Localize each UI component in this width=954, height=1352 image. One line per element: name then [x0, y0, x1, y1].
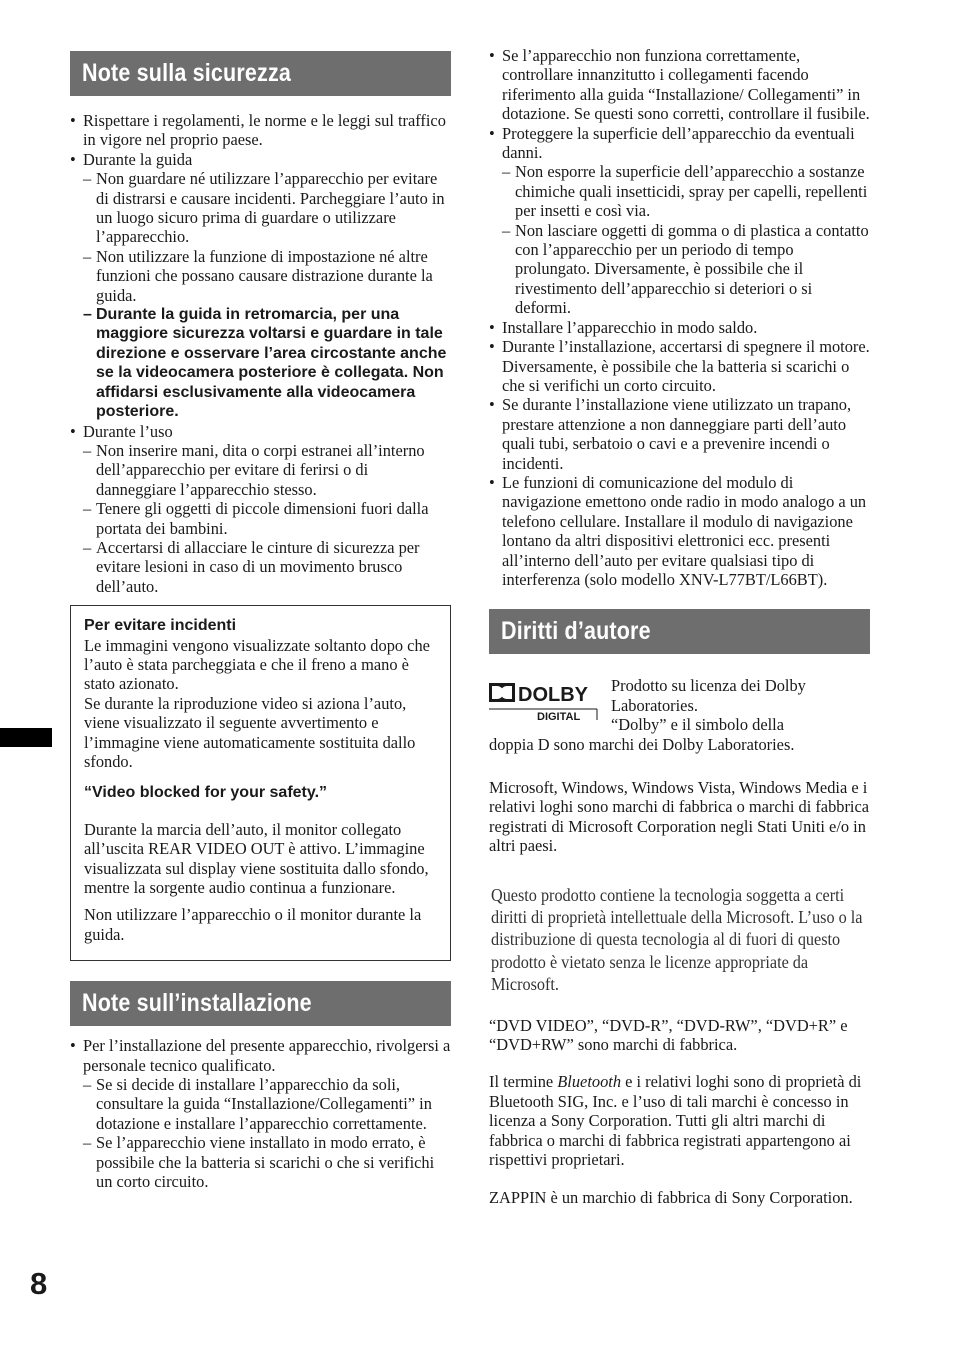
safety-list [70, 111, 451, 596]
dolby-notice: DOLBY DIGITAL Prodotto su licenza dei Dolby Laboratories. “Dolby” e il simbolo della doppia D sono marchi dei Dolby Laboratories. [489, 676, 870, 754]
section-heading-installation: Note sull’installazione [70, 981, 451, 1026]
list-item: • Le funzioni di comunicazione del modulo di navigazione emettono onde radio in modo analogo a un telefono cellulare. Installare il modulo di navigazione lontano da altri dispositivi elettronici ecc. presenti all’interno dell’auto per evitare qualsiasi tipo di interferenza (solo modello XNV-L77BT/L66BT). [489, 473, 870, 589]
microsoft-notice: Questo prodotto contiene la tecnologia soggetta a certi diritti di proprietà intellettuale della Microsoft. L’uso o la distribuzione di questa tecnologia al di fuori di questo prodotto è vietato senza le licenze appropriate da Microsoft. [491, 884, 863, 995]
box-paragraph: Non utilizzare l’apparecchio o il monitor durante la guida. [84, 905, 422, 944]
chapter-tab-marker [0, 728, 52, 747]
box-paragraph: Se durante la riproduzione video si aziona l’auto, viene visualizzato il seguente avvertimento e l’immagine viene automaticamente sostituita dallo sfondo. [84, 693, 416, 771]
list-item: • Rispettare i regolamenti, le norme e le leggi sul traffico in vigore nel proprio paese. [70, 111, 451, 150]
list-item: • Proteggere la superficie dell’apparecchio da eventuali danni. – Non esporre la superficie dell’apparecchio a sostanze chimiche quali insetticidi, spray per capelli, repellenti per insetti e così via. – Non lasciare oggetti di gomma o di plastica a contatto con l’apparecchio per un periodo di tempo prolungato. Diversamente, è possibile che il rivestimento dell’apparecchio si deteriori o si deformi. [489, 124, 870, 318]
box-title: Per evitare incidenti [84, 617, 237, 635]
list-item: • Installare l’apparecchio in modo saldo. [489, 318, 870, 337]
dolby-digital-logo [489, 680, 599, 724]
list-item: • Se l’apparecchio non funziona correttamente, controllare innanzitutto i collegamenti facendo riferimento alla guida “Installazione/ Collegamenti” in dotazione. Se questi sono corretti, controllare il fusibile. [489, 46, 870, 124]
sub-list [502, 162, 870, 317]
svg-text:DIGITAL: DIGITAL [537, 711, 581, 724]
section-heading-safety: Note sulla sicurezza [70, 51, 451, 96]
sub-list-item: – Non lasciare oggetti di gomma o di plastica a contatto con l’apparecchio per un periodo di tempo prolungato. Diversamente, è possibile che il rivestimento dell’apparecchio si deteriori o si deformi. [502, 221, 870, 318]
warning-message: “Video blocked for your safety.” [84, 784, 328, 802]
bluetooth-trademarks: Il termine Bluetooth e i relativi loghi sono di proprietà di Bluetooth SIG, Inc. e l’uso di tali marchi è concesso in licenza a Sony Corporation. Tutti gli altri marchi di fabbrica o marchi di fabbrica registrati appartengono ai rispettivi proprietari. [489, 1072, 862, 1170]
sub-list-item: – Non esporre la superficie dell’apparecchio a sostanze chimiche quali insetticidi, spray per capelli, repellenti per insetti e così via. [502, 162, 870, 220]
list-item: • Se durante l’installazione viene utilizzato un trapano, prestare attenzione a non danneggiare parti dell’auto quali tubi, serbatoio o cavi e a prevenire incendi o incidenti. [489, 395, 870, 473]
list-item: • Durante la guida – Non guardare né utilizzare l’apparecchio per evitare di distrarsi e causare incidenti. Parcheggiare l’auto in un luogo sicuro prima di guardare o utilizzare l’apparecchio. – Non utilizzare la funzione di impostazione né altre funzioni che possano causare distrazione durante la guida. – Durante la guida in retromarcia, per una maggiore sicurezza voltarsi e guardare in tale direzione e osservare l’area circostante anche se la videocamera posteriore è collegata. Non affidarsi esclusivamente alla videocamera posteriore. [70, 150, 451, 422]
list-item: • Per l’installazione del presente apparecchio, rivolgersi a personale tecnico qualificato. – Se si decide di installare l’apparecchio da soli, consultare la guida “Installazione/Collegamenti” in dotazione e installare l’apparecchio correttamente. – Se l’apparecchio viene installato in modo errato, è possibile che la batteria si scarichi o che si verifichi un corto circuito. [70, 1036, 451, 1191]
left-column [70, 51, 451, 1192]
sub-list-item: – Se l’apparecchio viene installato in modo errato, è possibile che la batteria si scarichi o che si verifichi un corto circuito. [83, 1133, 451, 1191]
sub-list-item: – Non utilizzare la funzione di impostazione né altre funzioni che possano causare distrazione durante la guida. [83, 247, 451, 305]
sub-list-item: – Se si decide di installare l’apparecchio da soli, consultare la guida “Installazione/Collegamenti” in dotazione e installare l’apparecchio correttamente. [83, 1075, 451, 1133]
dvd-trademarks: “DVD VIDEO”, “DVD-R”, “DVD-RW”, “DVD+R” e “DVD+RW” sono marchi di fabbrica. [489, 1015, 848, 1055]
list-item: • Durante l’installazione, accertarsi di spegnere il motore. Diversamente, è possibile che la batteria si scarichi o che si verifichi un corto circuito. [489, 337, 870, 395]
dolby-text: Prodotto su licenza dei Dolby Laboratories. “Dolby” e il simbolo della [611, 676, 806, 735]
zappin-trademark: ZAPPIN è un marchio di fabbrica di Sony Corporation. [489, 1187, 853, 1207]
box-paragraph: Durante la marcia dell’auto, il monitor collegato all’uscita REAR VIDEO OUT è attivo. L’immagine visualizzata sul display viene sostituita dallo sfondo, mentre la sorgente audio continua a funzionare. [84, 819, 429, 898]
sub-list-item: – Tenere gli oggetti di piccole dimensioni fuori dalla portata dei bambini. [83, 499, 451, 538]
section-heading-copyright: Diritti d’autore [489, 609, 870, 654]
list-item: • Durante l’uso – Non inserire mani, dita o corpi estranei all’interno dell’apparecchio per evitare di ferirsi o di danneggiare l’apparecchio stesso. – Tenere gli oggetti di piccole dimensioni fuori dalla portata dei bambini. – Accertarsi di allacciare le cinture di sicurezza per evitare lesioni in caso di un movimento brusco dell’auto. [70, 422, 451, 597]
page-number: 8 [30, 1266, 48, 1301]
right-column [489, 46, 870, 1207]
sub-list-item: – Non inserire mani, dita o corpi estranei all’interno dell’apparecchio per evitare di ferirsi o di danneggiare l’apparecchio stesso. [83, 441, 451, 499]
sub-list [83, 441, 451, 596]
box-paragraph: Le immagini vengono visualizzate soltanto dopo che l’auto è stata parcheggiata e che il freno a mano è stato azionato. [84, 635, 430, 694]
sub-list-item-bold: – Durante la guida in retromarcia, per una maggiore sicurezza voltarsi e guardare in tale direzione e osservare l’area circostante anche se la videocamera posteriore è collegata. Non affidarsi esclusivamente alla videocamera posteriore. [83, 305, 451, 421]
sub-list [83, 169, 451, 421]
microsoft-trademarks: Microsoft, Windows, Windows Vista, Windows Media e i relativi loghi sono marchi di fabbrica o marchi di fabbrica registrati di Microsoft Corporation negli Stati Uniti e/o in altri paesi. [489, 778, 870, 856]
installation-list [70, 1036, 451, 1191]
sub-list [83, 1075, 451, 1191]
installation-list-continued [489, 46, 870, 589]
warning-box [70, 605, 451, 961]
svg-text:DOLBY: DOLBY [518, 684, 588, 707]
sub-list-item: – Accertarsi di allacciare le cinture di sicurezza per evitare lesioni in caso di un movimento brusco dell’auto. [83, 538, 451, 596]
sub-list-item: – Non guardare né utilizzare l’apparecchio per evitare di distrarsi e causare incidenti. Parcheggiare l’auto in un luogo sicuro prima di guardare o utilizzare l’apparecchio. [83, 169, 451, 247]
